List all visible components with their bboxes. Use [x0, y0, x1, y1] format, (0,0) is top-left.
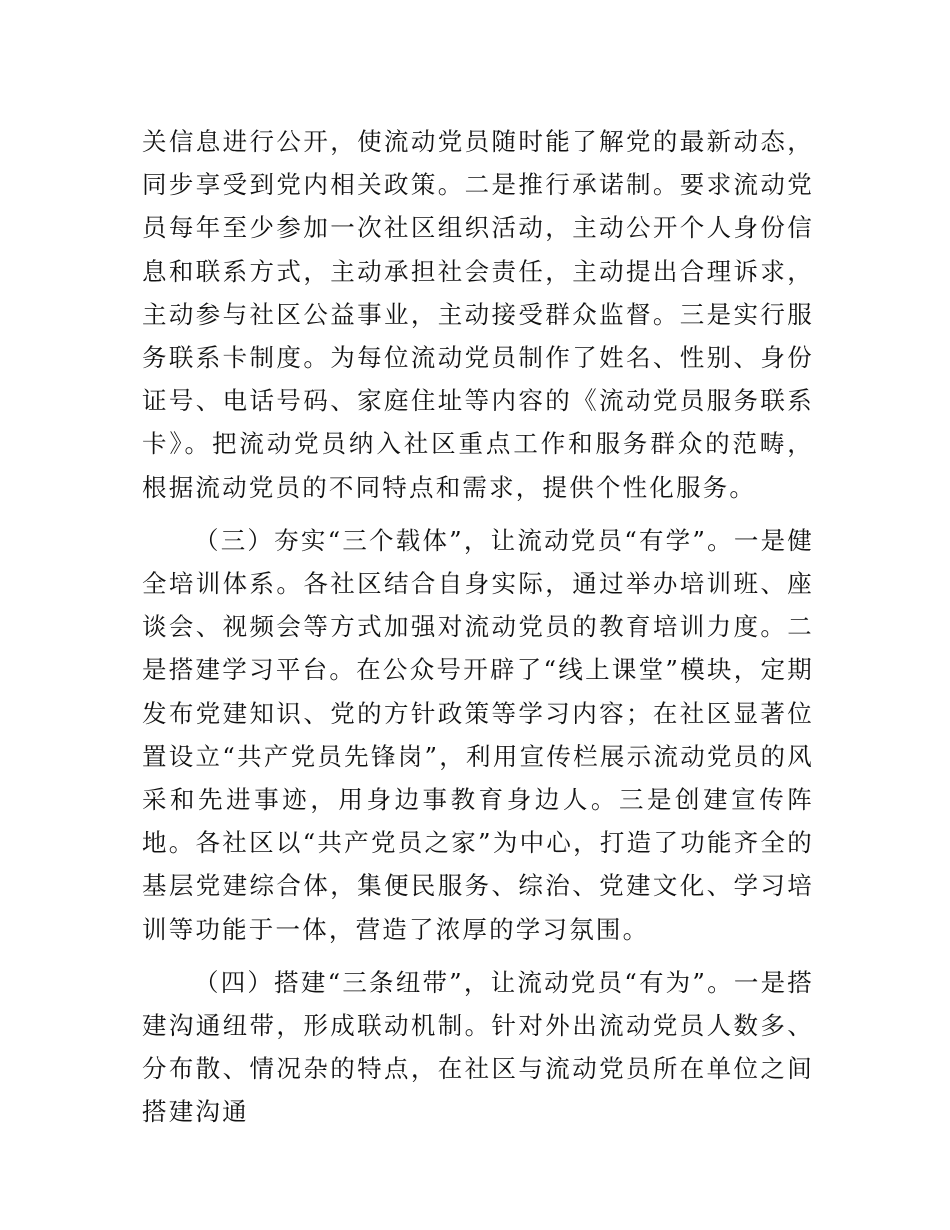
paragraph-section-three: （三）夯实“三个载体”，让流动党员“有学”。一是健全培训体系。各社区结合自身实际，通过举办培训班、座谈会、视频会等方式加强对流动党员的教育培训力度。二是搭建学习平台。在公众号开辟了“线上课堂”模块，定期发布党建知识、党的方针政策等学习内容；在社区显著位置设立“共产党员先锋岗”，利用宣传栏展示流动党员的风采和先进事迹，用身边事教育身边人。三是创建宣传阵地。各社区以“共产党员之家”为中心，打造了功能齐全的基层党建综合体，集便民服务、综治、党建文化、学习培训等功能于一体，营造了浓厚的学习氛围。 — [142, 525, 814, 944]
document-body — [142, 120, 814, 1134]
paragraph-continuation: 关信息进行公开，使流动党员随时能了解党的最新动态，同步享受到党内相关政策。二是推行承诺制。要求流动党员每年至少参加一次社区组织活动，主动公开个人身份信息和联系方式，主动承担社会责任，主动提出合理诉求，主动参与社区公益事业，主动接受群众监督。三是实行服务联系卡制度。为每位流动党员制作了姓名、性别、身份证号、电话号码、家庭住址等内容的《流动党员服务联系卡》。把流动党员纳入社区重点工作和服务群众的范畴，根据流动党员的不同特点和需求，提供个性化服务。 — [142, 127, 814, 502]
paragraph-section-four: （四）搭建“三条纽带”，让流动党员“有为”。一是搭建沟通纽带，形成联动机制。针对外出流动党员人数多、分布散、情况杂的特点，在社区与流动党员所在单位之间搭建沟通 — [142, 967, 814, 1127]
